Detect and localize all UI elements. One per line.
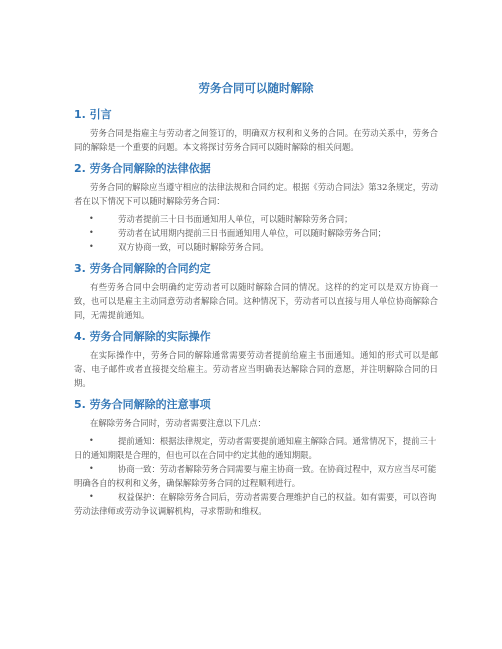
section-2-paragraph: 劳务合同的解除应当遵守相应的法律法规和合同约定。根据《劳动合同法》第32条规定，劳动者在以下情况下可以随时解除劳务合同：	[74, 182, 438, 206]
section-5-paragraph: 在解除劳务合同时，劳动者需要注意以下几点：	[90, 418, 266, 428]
section-2-list	[74, 212, 438, 254]
section-4-paragraph: 在实际操作中，劳务合同的解除通常需要劳动者提前给雇主书面通知。通知的形式可以是邮寄、电子邮件或者直接提交给雇主。劳动者应当明确表达解除合同的意愿，并注明解除合同的日期。	[74, 350, 438, 388]
section-5-list	[74, 434, 438, 518]
list-item	[74, 240, 438, 254]
section-4-heading: 4. 劳务合同解除的实际操作	[74, 330, 211, 343]
list-item-text: 双方协商一致，可以随时解除劳务合同。	[118, 242, 269, 252]
section-5-heading: 5. 劳务合同解除的注意事项	[74, 398, 211, 411]
section-1-heading: 1. 引言	[74, 108, 112, 121]
list-item-text: 提前通知：根据法律规定，劳动者需要提前通知雇主解除合同。通常情况下，提前三十日的通知期限是合理的，但也可以在合同中约定其他的通知期限。	[74, 436, 437, 460]
bullet-icon: •	[89, 242, 94, 251]
list-item-text: 协商一致：劳动者解除劳务合同需要与雇主协商一致。在协商过程中，双方应当尽可能明确各自的权利和义务，确保解除劳务合同的过程顺利进行。	[74, 464, 437, 488]
bullet-icon: •	[89, 228, 94, 237]
list-item	[74, 212, 438, 226]
section-2-heading: 2. 劳务合同解除的法律依据	[74, 162, 211, 175]
list-item	[74, 490, 438, 518]
list-item-text: 权益保护：在解除劳务合同后，劳动者需要合理维护自己的权益。如有需要，可以咨询劳动法律师或劳动争议调解机构，寻求帮助和维权。	[74, 492, 437, 516]
section-3-paragraph: 有些劳务合同中会明确约定劳动者可以随时解除合同的情况。这样的约定可以是双方协商一致，也可以是雇主主动同意劳动者解除合同。这种情况下，劳动者可以直接与用人单位协商解除合同，无需提前通知。	[74, 282, 438, 320]
list-item-text: 劳动者提前三十日书面通知用人单位，可以随时解除劳务合同；	[118, 214, 353, 224]
bullet-icon: •	[89, 464, 94, 473]
list-item	[74, 226, 438, 240]
bullet-icon: •	[89, 214, 94, 223]
list-item-text: 劳动者在试用期内提前三日书面通知用人单位，可以随时解除劳务合同；	[118, 228, 386, 238]
document-title: 劳务合同可以随时解除	[198, 81, 314, 95]
bullet-icon: •	[89, 492, 94, 501]
list-item	[74, 462, 438, 490]
section-1-paragraph: 劳务合同是指雇主与劳动者之间签订的，明确双方权利和义务的合同。在劳动关系中，劳务合同的解除是一个重要的问题。本文将探讨劳务合同可以随时解除的相关问题。	[74, 128, 438, 152]
section-3-heading: 3. 劳务合同解除的合同约定	[74, 262, 211, 275]
bullet-icon: •	[89, 436, 94, 445]
list-item	[74, 434, 438, 462]
